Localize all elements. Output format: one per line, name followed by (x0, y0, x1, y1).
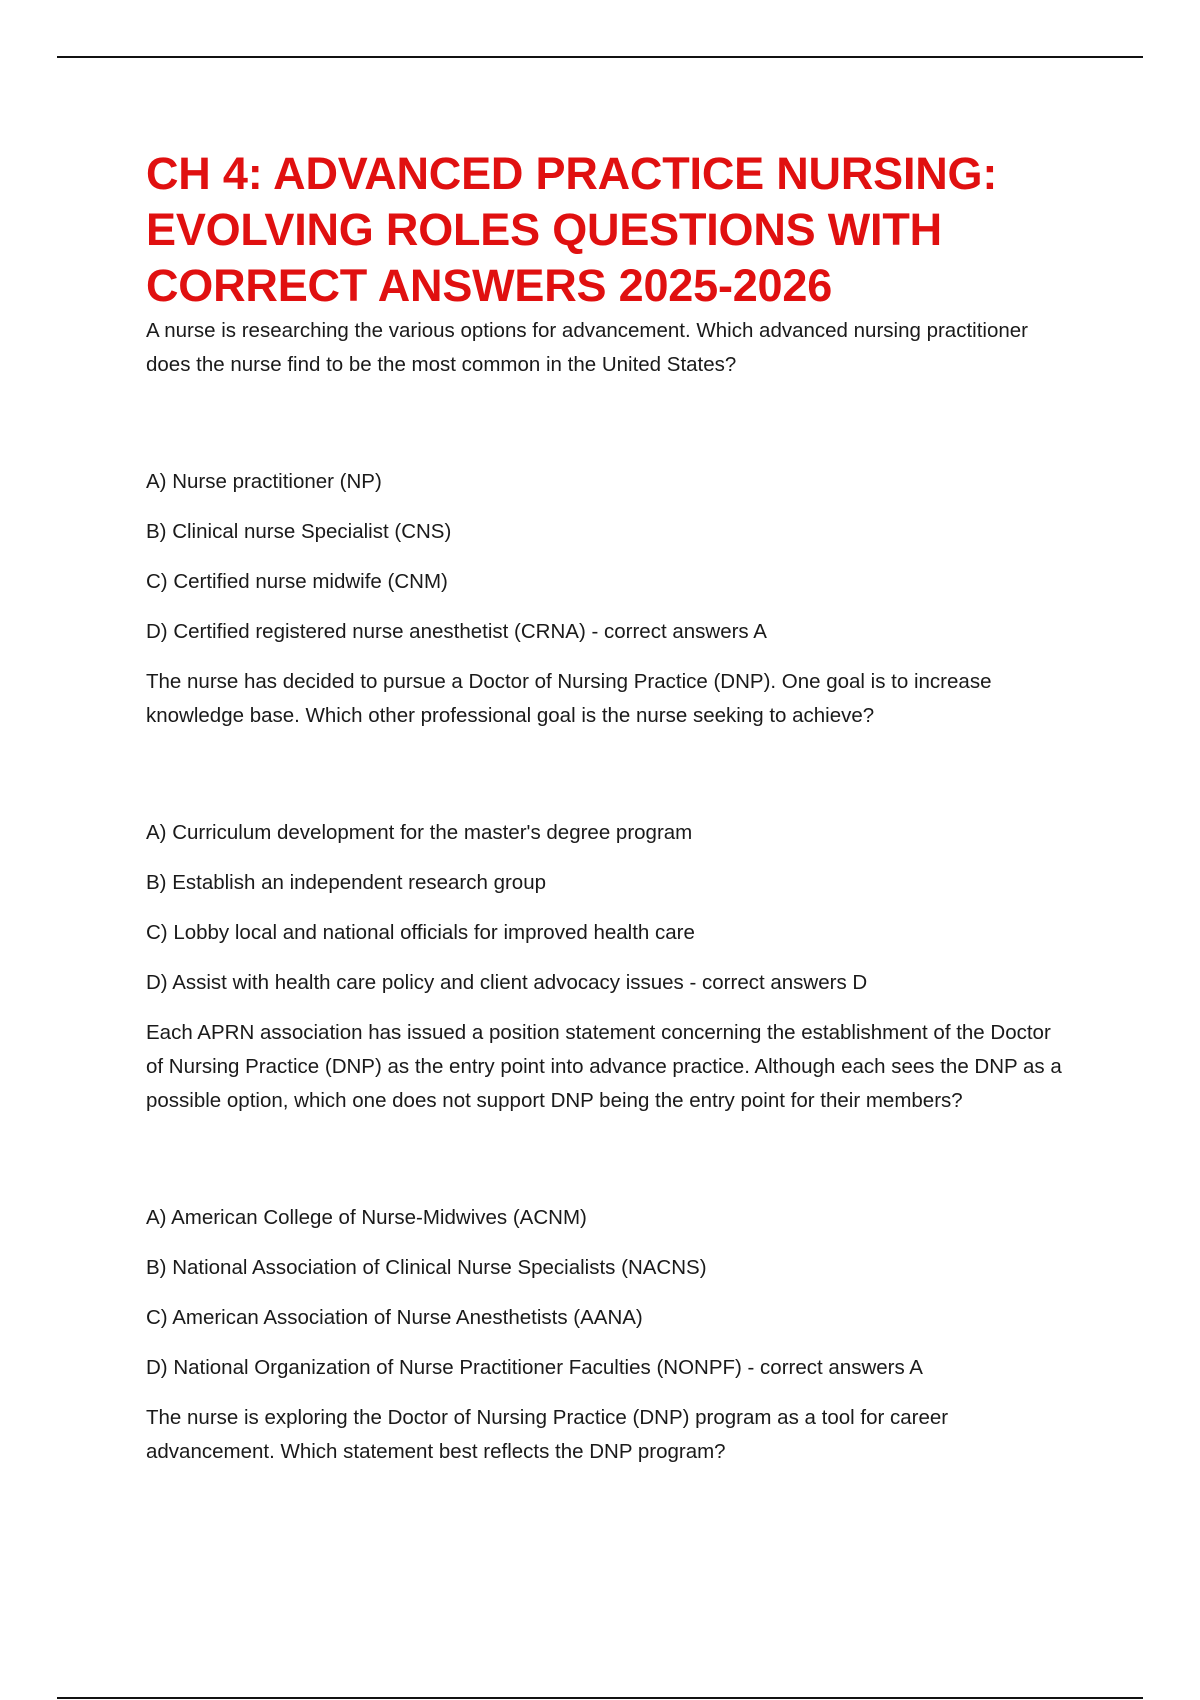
answer-option: C) Certified nurse midwife (CNM) (146, 570, 448, 593)
question-text: Each APRN association has issued a position statement concerning the establishment of the Doctor of Nursing Practice (DNP) as the entry point into advance practice. Although each sees the DNP as a possible option, which one does not support DNP being the entry point for their members? (146, 1021, 1062, 1112)
question-text: The nurse is exploring the Doctor of Nursing Practice (DNP) program as a tool for career advancement. Which statement best reflects the DNP program? (146, 1406, 949, 1463)
answer-option: A) Curriculum development for the master's degree program (146, 821, 693, 844)
answer-option: A) Nurse practitioner (NP) (146, 470, 382, 493)
question-spacer (146, 382, 1066, 449)
answer-option: C) Lobby local and national officials for improved health care (146, 921, 695, 944)
question-spacer (146, 1118, 1066, 1185)
answer-option-with-correct-answer: D) National Organization of Nurse Practitioner Faculties (NONPF) - correct answers A (146, 1356, 923, 1379)
answer-option: B) Clinical nurse Specialist (CNS) (146, 520, 452, 543)
document-title: CH 4: ADVANCED PRACTICE NURSING: EVOLVING ROLES QUESTIONS WITH CORRECT ANSWERS 2025-2026 (146, 148, 998, 311)
answer-option-with-correct-answer: D) Certified registered nurse anesthetist (CRNA) - correct answers A (146, 620, 767, 643)
top-rule (57, 56, 1143, 58)
bottom-rule (57, 1697, 1143, 1699)
question-text: The nurse has decided to pursue a Doctor of Nursing Practice (DNP). One goal is to increase knowledge base. Which other professional goal is the nurse seeking to achieve? (146, 670, 992, 727)
answer-option: C) American Association of Nurse Anesthetists (AANA) (146, 1306, 643, 1329)
document-body (146, 146, 1066, 1469)
answer-option-with-correct-answer: D) Assist with health care policy and client advocacy issues - correct answers D (146, 971, 868, 994)
question-text: A nurse is researching the various options for advancement. Which advanced nursing practitioner does the nurse find to be the most common in the United States? (146, 319, 1028, 376)
question-1 (146, 314, 1066, 649)
answer-option: B) Establish an independent research group (146, 871, 547, 894)
question-4 (146, 1401, 1066, 1469)
question-2 (146, 665, 1066, 1000)
question-spacer (146, 733, 1066, 800)
answer-option: B) National Association of Clinical Nurse Specialists (NACNS) (146, 1256, 707, 1279)
question-3 (146, 1016, 1066, 1385)
answer-option: A) American College of Nurse-Midwives (ACNM) (146, 1206, 587, 1229)
